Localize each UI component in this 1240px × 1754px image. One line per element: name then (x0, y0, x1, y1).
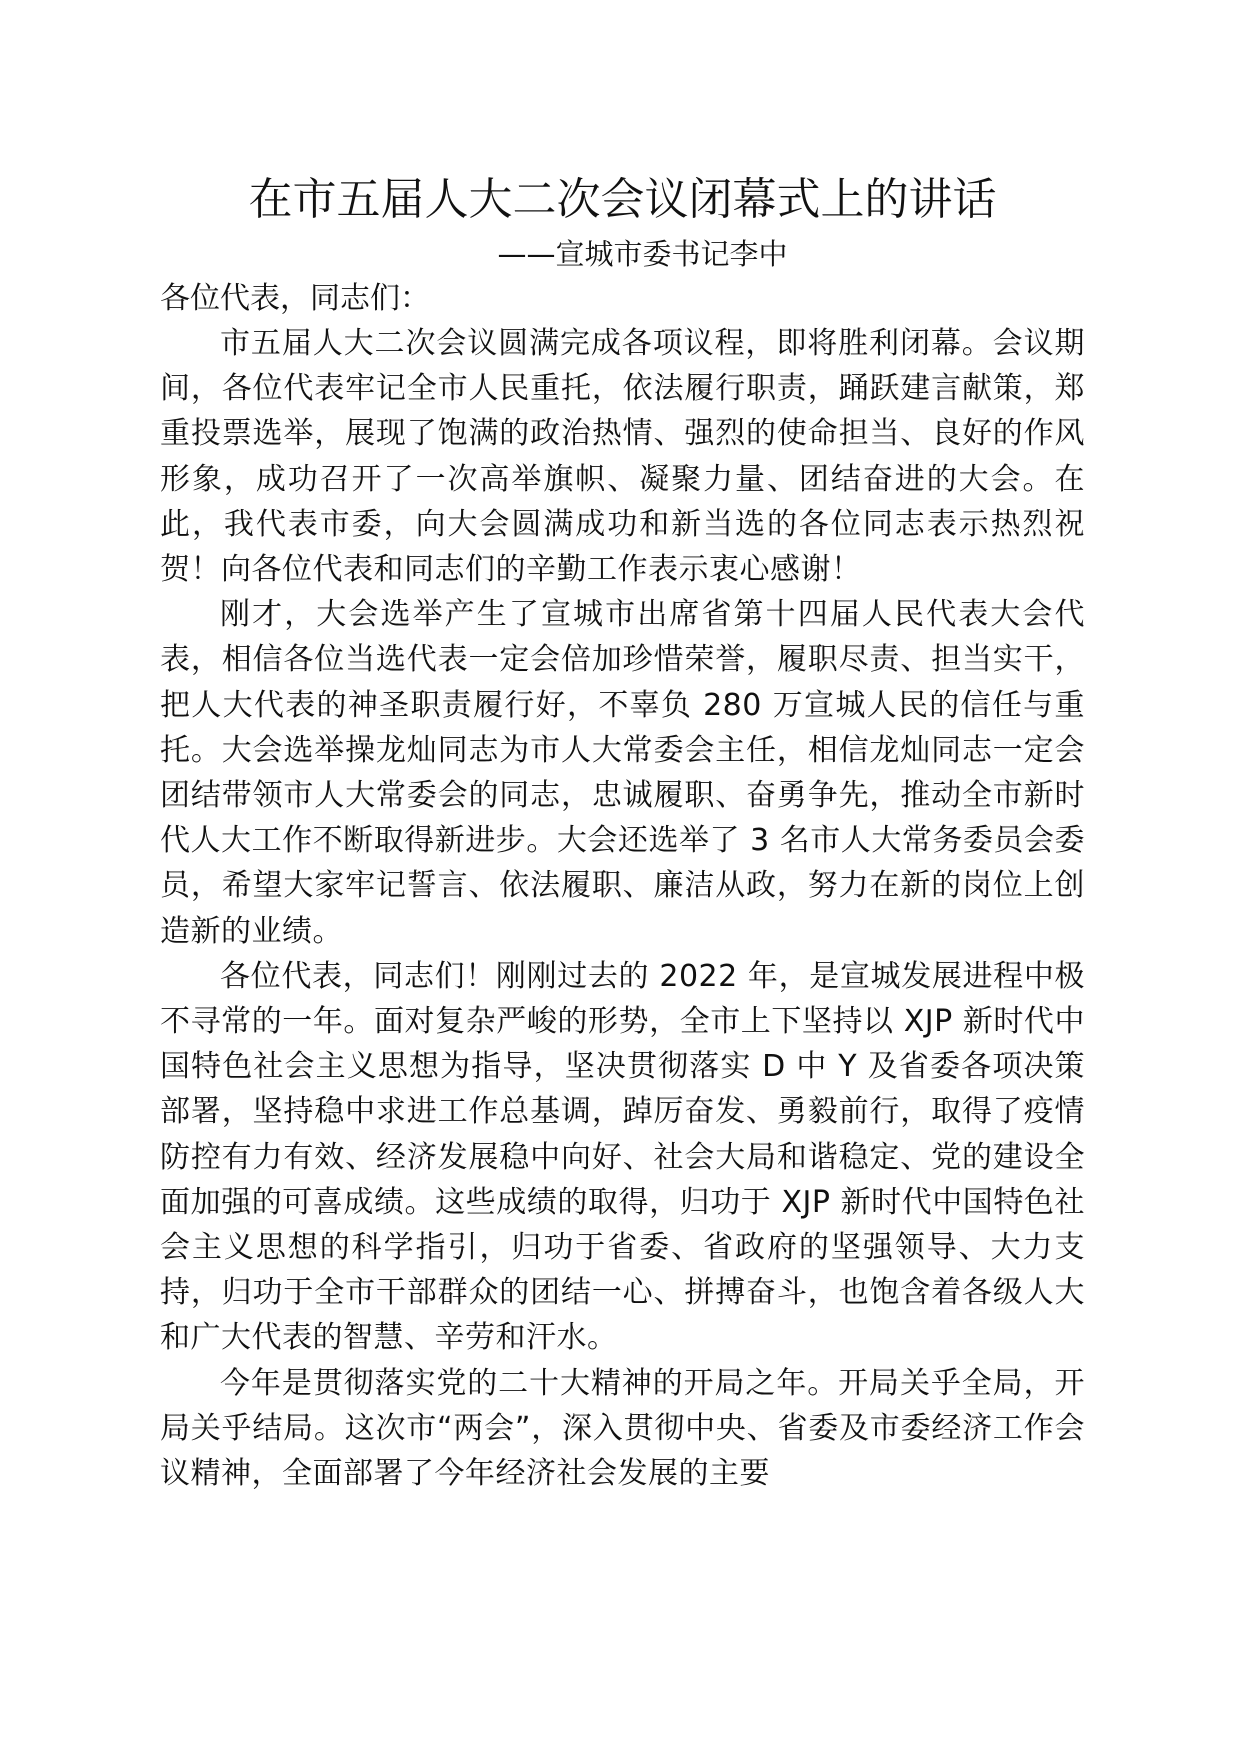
paragraph-3: 各位代表，同志们！刚刚过去的 2022 年，是宣城发展进程中极不寻常的一年。面对复杂严峻的形势，全市上下坚持以 XJP 新时代中国特色社会主义思想为指导，坚决贯彻落实 D 中 Y 及省委各项决策部署，坚持稳中求进工作总基调，踔厉奋发、勇毅前行，取得了疫情防控有力有效、经济发展稳中向好、社会大局和谐稳定、党的建设全面加强的可喜成绩。这些成绩的取得，归功于 XJP 新时代中国特色社会主义思想的科学指引，归功于省委、省政府的坚强领导、大力支持，归功于全市干部群众的团结一心、拼搏奋斗，也饱含着各级人大和广大代表的智慧、辛劳和汗水。 (160, 958, 1085, 1356)
document-body (160, 168, 1085, 1496)
salutation: 各位代表，同志们： (160, 281, 430, 316)
paragraph-4: 今年是贯彻落实党的二十大精神的开局之年。开局关乎全局，开局关乎结局。这次市“两会”，深入贯彻中央、省委及市委经济工作会议精神，全面部署了今年经济社会发展的主要 (160, 1365, 1085, 1492)
paragraph-2: 刚才，大会选举产生了宣城市出席省第十四届人民代表大会代表，相信各位当选代表一定会倍加珍惜荣誉，履职尽责、担当实干，把人大代表的神圣职责履行好，不辜负 280 万宣城人民的信任与重托。大会选举操龙灿同志为市人大常委会主任，相信龙灿同志一定会团结带领市人大常委会的同志，忠诚履职、奋勇争先，推动全市新时代人大工作不断取得新进步。大会还选举了 3 名市人大常务委员会委员，希望大家牢记誓言、依法履职、廉洁从政，努力在新的岗位上创造新的业绩。 (160, 597, 1085, 949)
speaker-line: ——宣城市委书记李中 (497, 237, 788, 271)
speech-title: 在市五届人大二次会议闭幕式上的讲话 (248, 174, 997, 225)
paragraph-1: 市五届人大二次会议圆满完成各项议程，即将胜利闭幕。会议期间，各位代表牢记全市人民重托，依法履行职责，踊跃建言献策，郑重投票选举，展现了饱满的政治热情、强烈的使命担当、良好的作风形象，成功召开了一次高举旗帜、凝聚力量、团结奋进的大会。在此，我代表市委，向大会圆满成功和新当选的各位同志表示热烈祝贺！向各位代表和同志们的辛勤工作表示衷心感谢！ (160, 326, 1085, 588)
